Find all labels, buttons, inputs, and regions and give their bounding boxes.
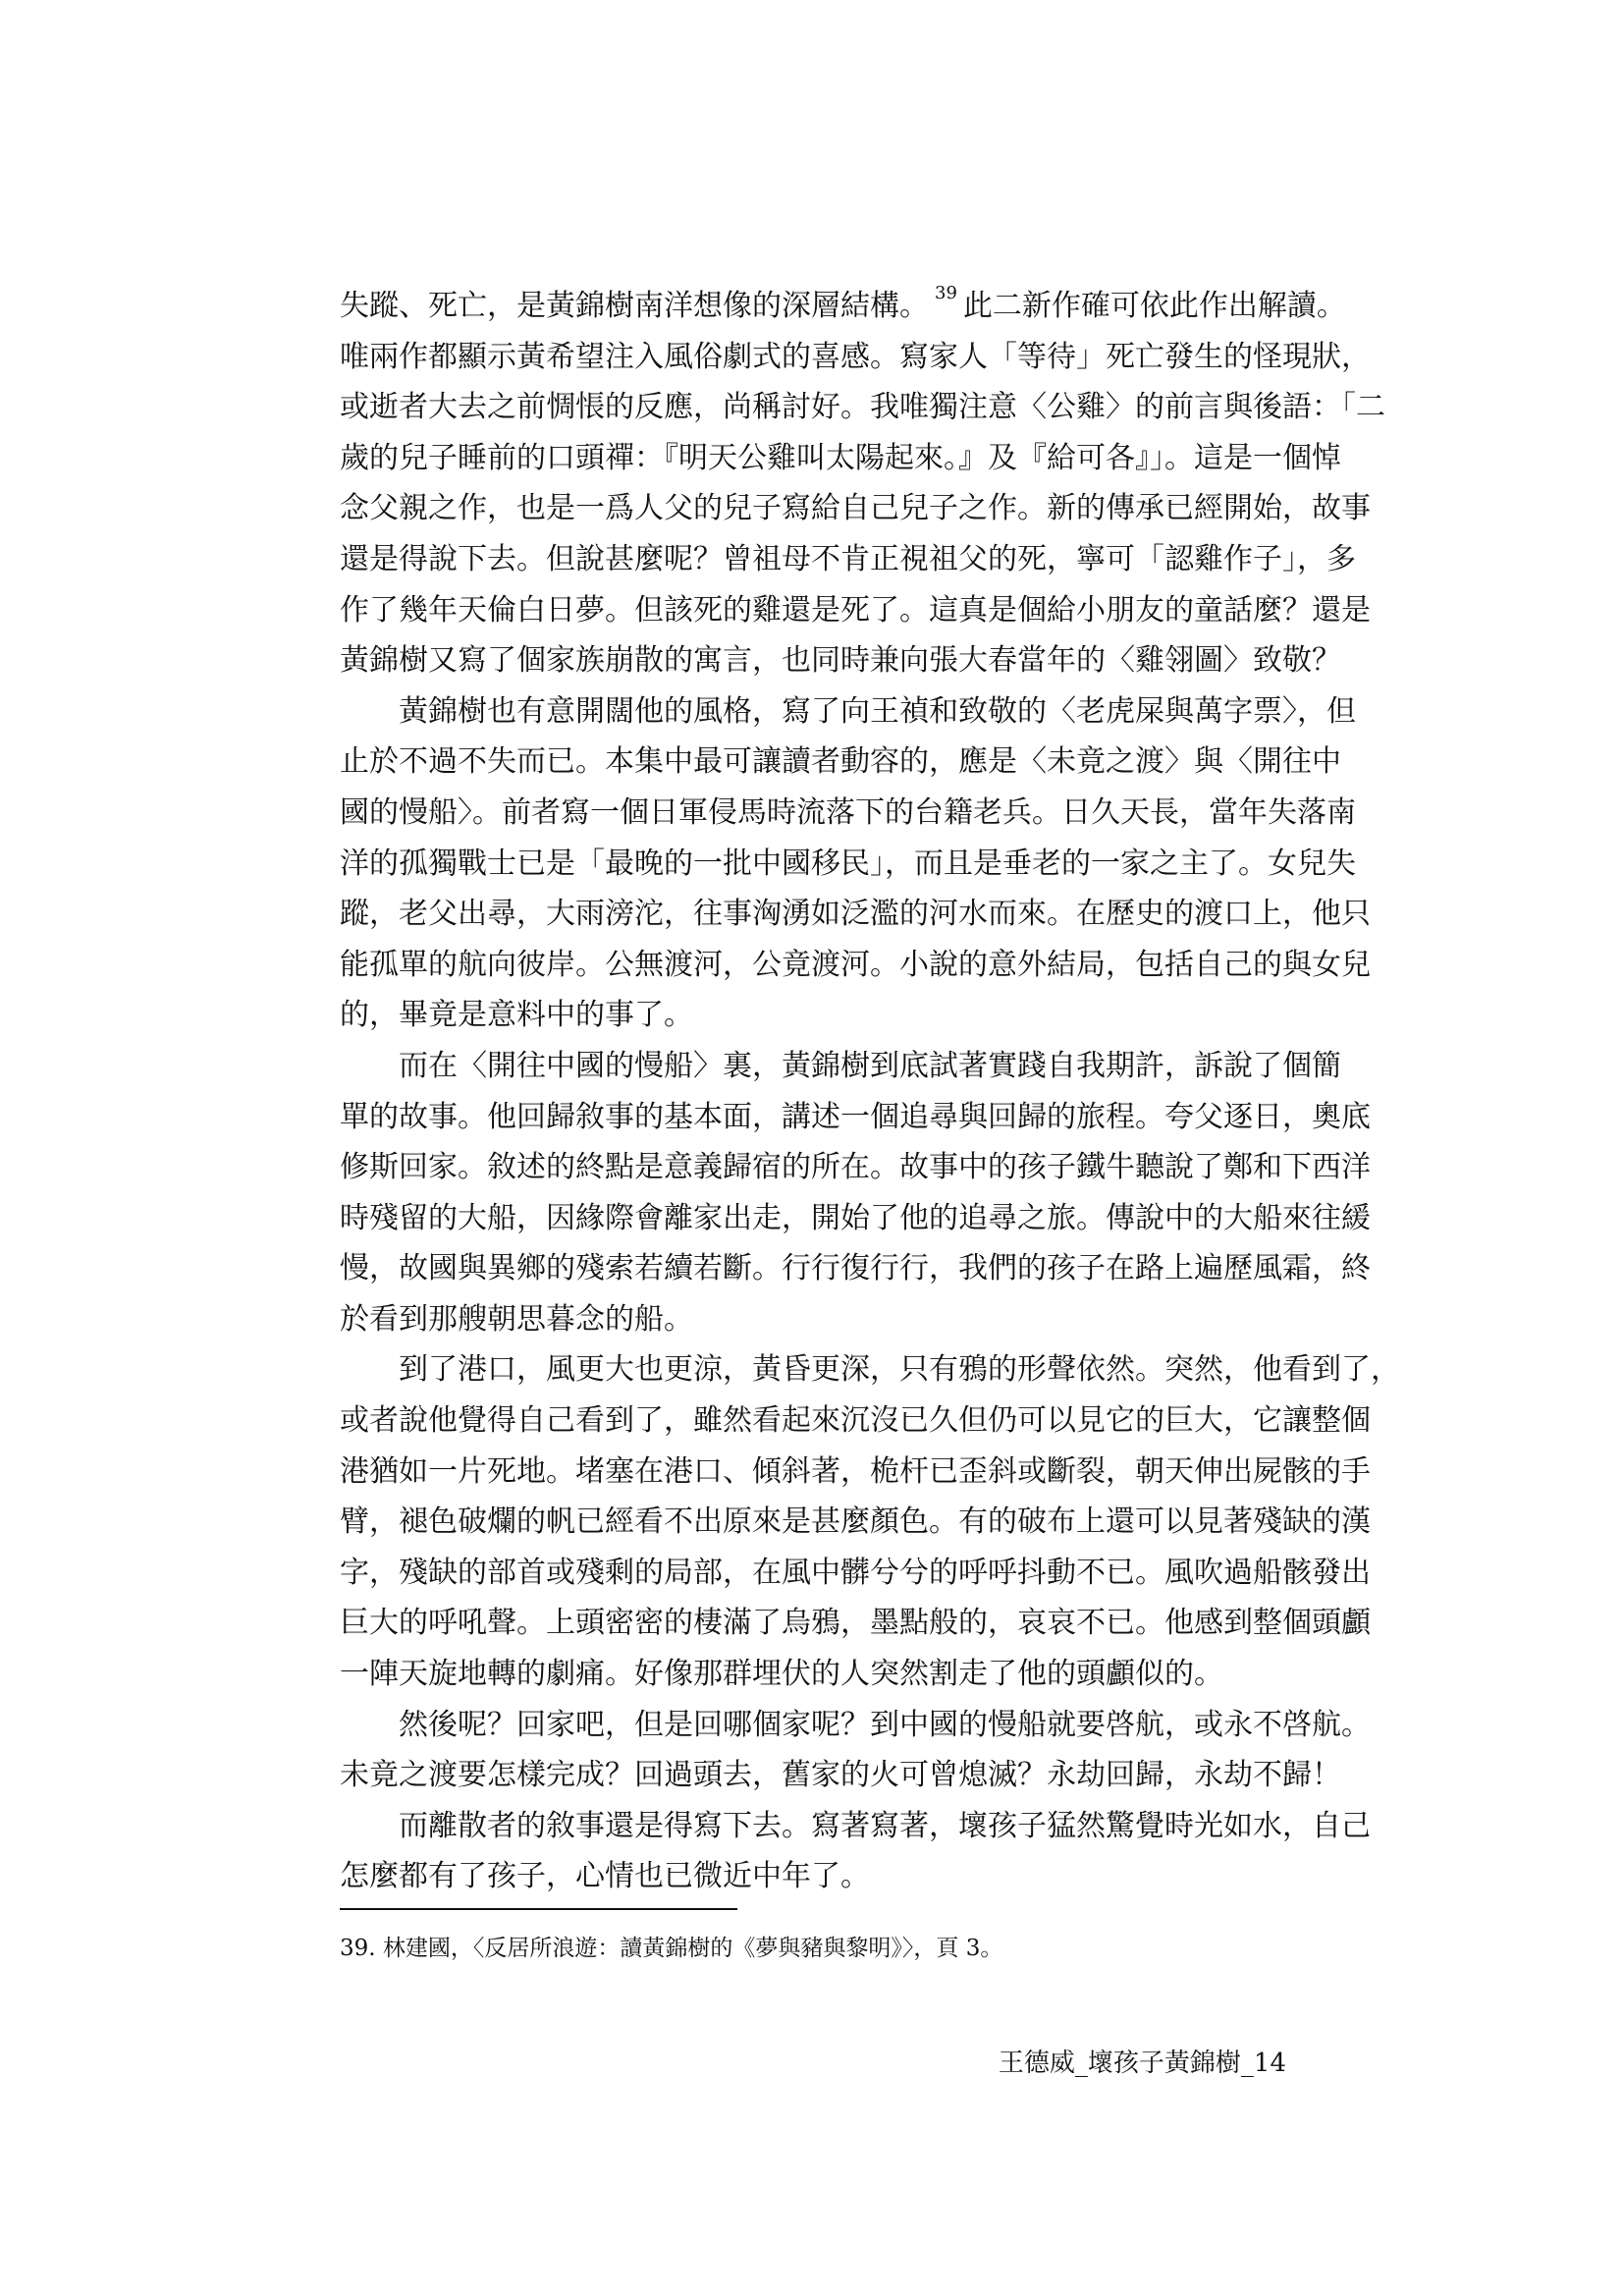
text-line: 唯兩作都顯示黃希望注入風俗劇式的喜感。寫家人「等待」死亡發生的怪現狀， <box>340 339 1371 374</box>
text-line-segment: 失蹤、死亡，是黃錦樹南洋想像的深層結構。 <box>340 289 929 323</box>
text-line: 黃錦樹也有意開闊他的風格，寫了向王禎和致敬的〈老虎屎與萬字票〉，但 <box>340 693 1356 729</box>
text-line: 或逝者大去之前惆悵的反應，尚稱討好。我唯獨注意〈公雞〉的前言與後語：「二 <box>340 390 1385 425</box>
text-line: 於看到那艘朝思暮念的船。 <box>340 1301 693 1337</box>
footnote: 39. 林建國，〈反居所浪遊：讀黃錦樹的《夢與豬與黎明》〉，頁 3。 <box>340 1936 1003 1961</box>
text-line: 未竟之渡要怎樣完成？回過頭去，舊家的火可曾熄滅？永劫回歸，永劫不歸！ <box>340 1758 1341 1793</box>
text-line: 而離散者的敘事還是得寫下去。寫著寫著，壞孩子猛然驚覺時光如水，自己 <box>340 1808 1371 1843</box>
text-line: 的，畢竟是意料中的事了。 <box>340 998 693 1033</box>
text-line: 臂，褪色破爛的帆已經看不出原來是甚麼顏色。有的破布上還可以見著殘缺的漢 <box>340 1504 1371 1540</box>
text-line: 單的故事。他回歸敘事的基本面，講述一個追尋與回歸的旅程。夸父逐日，奧底 <box>340 1099 1371 1134</box>
text-line: 巨大的呼吼聲。上頭密密的棲滿了烏鴉，墨點般的，哀哀不已。他感到整個頭顱 <box>340 1606 1371 1641</box>
text-line: 還是得說下去。但說甚麼呢？曾祖母不肯正視祖父的死，寧可「認雞作子」，多 <box>340 541 1356 576</box>
text-line: 然後呢？回家吧，但是回哪個家呢？到中國的慢船就要啓航，或永不啓航。 <box>340 1707 1371 1742</box>
text-line-segment: 此二新作確可依此作出解讀。 <box>962 289 1346 323</box>
body-text <box>340 281 1400 1902</box>
text-line: 洋的孤獨戰士已是「最晚的一批中國移民」，而且是垂老的一家之主了。女兒失 <box>340 846 1356 881</box>
text-line: 字，殘缺的部首或殘剩的局部，在風中髒兮兮的呼呼抖動不已。風吹過船骸發出 <box>340 1555 1371 1590</box>
text-line: 失蹤、死亡，是黃錦樹南洋想像的深層結構。 39 此二新作確可依此作出解讀。 <box>340 283 1346 323</box>
running-footer: 王德威_壞孩子黃錦樹_14 <box>998 2049 1286 2078</box>
text-line: 怎麼都有了孩子，心情也已微近中年了。 <box>340 1859 870 1894</box>
text-line: 港猶如一片死地。堵塞在港口、傾斜著，桅杆已歪斜或斷裂，朝天伸出屍骸的手 <box>340 1453 1371 1489</box>
text-line: 一陣天旋地轉的劇痛。好像那群埋伏的人突然割走了他的頭顱似的。 <box>340 1657 1223 1692</box>
text-line: 國的慢船〉。前者寫一個日軍侵馬時流落下的台籍老兵。日久天長，當年失落南 <box>340 794 1356 830</box>
text-line: 時殘留的大船，因緣際會離家出走，開始了他的追尋之旅。傳說中的大船來往緩 <box>340 1200 1371 1235</box>
text-line: 歲的兒子睡前的口頭禪：『明天公雞叫太陽起來。』及『給可各』」。這是一個悼 <box>340 440 1341 475</box>
text-line: 作了幾年天倫白日夢。但該死的雞還是死了。這真是個給小朋友的童話麼？還是 <box>340 592 1371 628</box>
text-line: 蹤，老父出尋，大雨滂沱，往事洶湧如泛濫的河水而來。在歷史的渡口上，他只 <box>340 897 1371 932</box>
text-line: 慢，故國與異鄉的殘索若續若斷。行行復行行，我們的孩子在路上遍歷風霜，終 <box>340 1251 1371 1286</box>
text-line: 黃錦樹又寫了個家族崩散的寓言，也同時兼向張大春當年的〈雞翎圖〉致敬？ <box>340 643 1341 679</box>
text-line: 修斯回家。敘述的終點是意義歸宿的所在。故事中的孩子鐵牛聽說了鄭和下西洋 <box>340 1150 1371 1185</box>
text-line: 到了港口，風更大也更涼，黃昏更深，只有鴉的形聲依然。突然，他看到了， <box>340 1352 1400 1388</box>
text-line: 念父親之作，也是一爲人父的兒子寫給自己兒子之作。新的傳承已經開始，故事 <box>340 491 1371 526</box>
footnote-divider <box>340 1908 737 1910</box>
text-line: 止於不過不失而已。本集中最可讓讀者動容的，應是〈未竟之渡〉與〈開往中 <box>340 744 1341 780</box>
text-line: 而在〈開往中國的慢船〉裏，黃錦樹到底試著實踐自我期許，訴說了個簡 <box>340 1048 1341 1083</box>
text-line: 或者說他覺得自己看到了，雖然看起來沉沒已久但仍可以見它的巨大，它讓整個 <box>340 1403 1371 1439</box>
text-line: 能孤單的航向彼岸。公無渡河，公竟渡河。小說的意外結局，包括自己的與女兒 <box>340 947 1371 982</box>
